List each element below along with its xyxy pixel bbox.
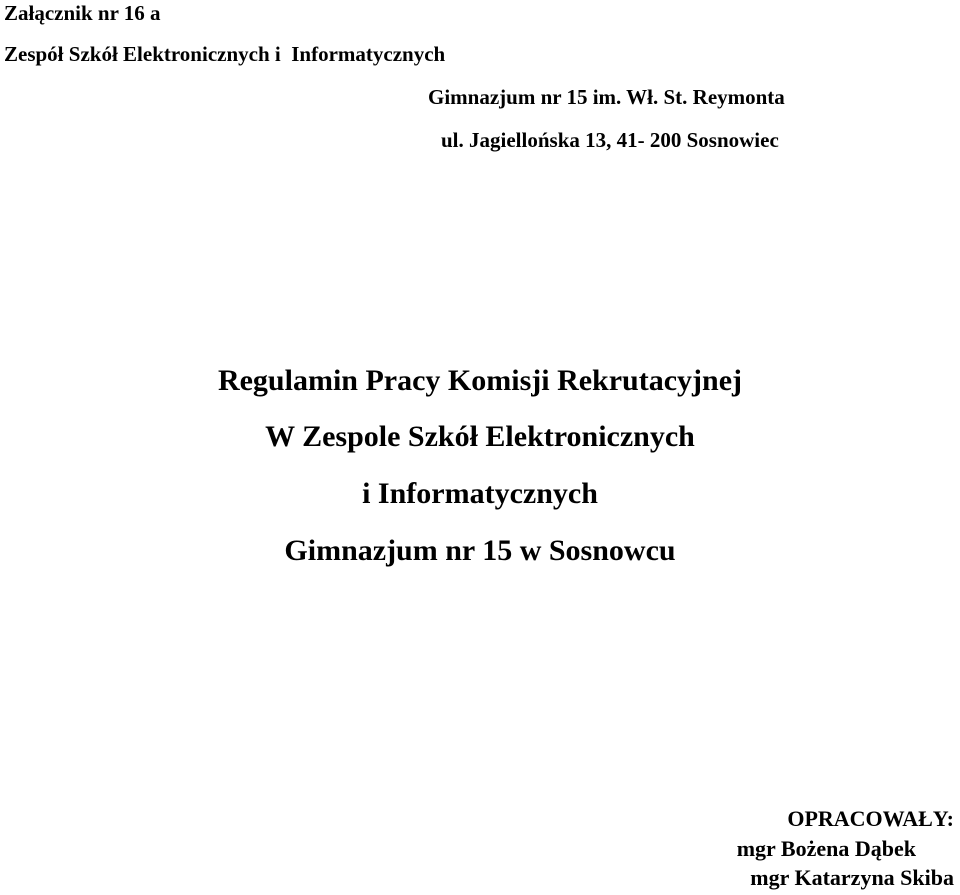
document-title-line-3: i Informatycznych [362,477,598,510]
author-name: mgr Katarzyna Skiba [750,865,954,890]
document-title-line-4: Gimnazjum nr 15 w Sosnowcu [284,534,676,567]
author-name: mgr Bożena Dąbek [736,836,916,861]
school-address: ul. Jagiellońska 13, 41- 200 Sosnowiec [441,128,779,152]
annex-label: Załącznik nr 16 a [4,1,161,25]
authors-label: OPRACOWAŁY: [787,806,954,831]
gymnasium-name: Gimnazjum nr 15 im. Wł. St. Reymonta [428,85,785,109]
school-name: Zespół Szkół Elektronicznych i Informatycznych [4,42,446,66]
document-title-line-1: Regulamin Pracy Komisji Rekrutacyjnej [217,364,743,397]
document-title-line-2: W Zespole Szkół Elektronicznych [265,420,695,453]
